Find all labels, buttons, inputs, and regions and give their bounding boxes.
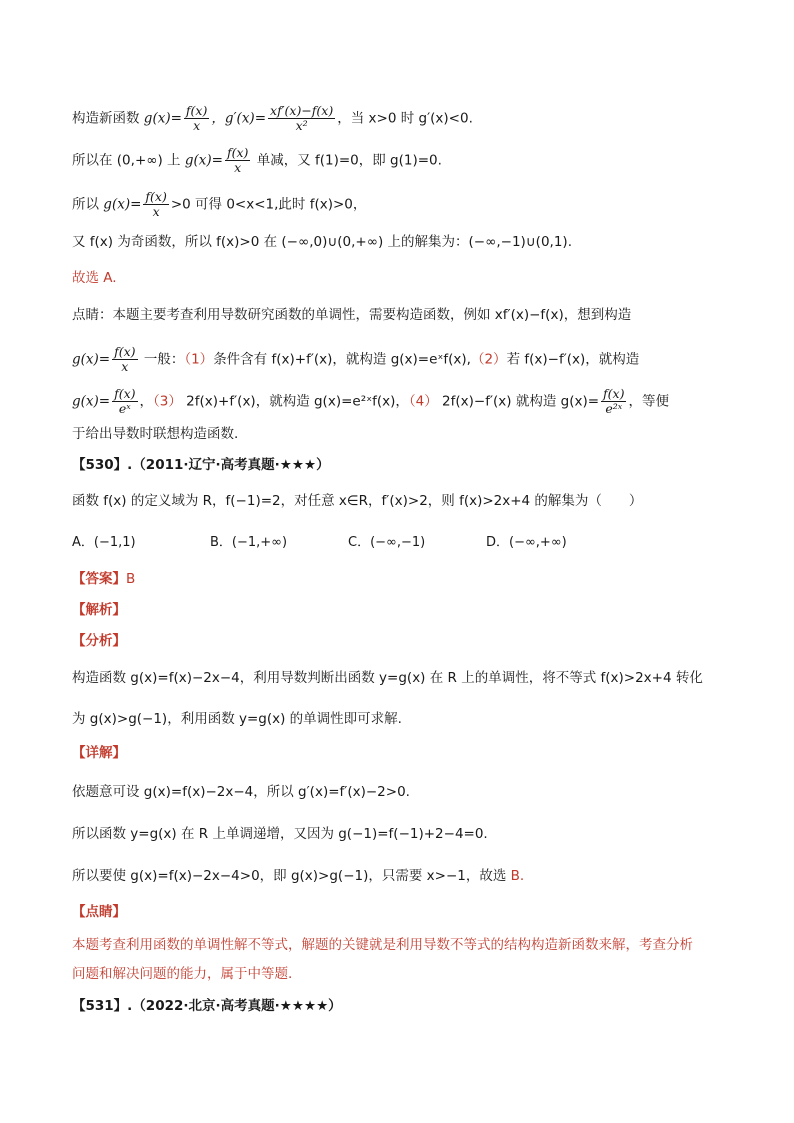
option-c: C．(−∞,−1) xyxy=(348,535,426,550)
fraction: $\frac{f(x)}{x}$ xyxy=(185,103,208,133)
fraction: $\frac{f(x)}{\text{e²ˣ}}$ xyxy=(603,386,625,416)
fraction: $\frac{xf'(x)-f(x)}{\text{x²}}$ xyxy=(270,103,334,133)
note-line-4: 于给出导数时联想构造函数. xyxy=(72,426,239,442)
dianjing-label: 【点睛】 xyxy=(72,904,126,920)
text: >0 可得 0<x<1,此时 f(x)>0， xyxy=(170,196,367,213)
note-line-3: g(x)= $\frac{f(x)}{\text{eˣ}}$ ，（3） 2f(x)+f′(x)，就构造 g(x)=e²ˣf(x)，（4） 2f(x)−f′(x) 就构造 g(x)= $\frac{f(x)}{\text{e²ˣ}}$ ，等便 xyxy=(72,386,669,416)
detail-label: 【详解】 xyxy=(72,745,126,761)
math: g(x)= xyxy=(143,110,182,127)
fenxi-line-1: 构造函数 g(x)=f(x)−2x−4，利用导数判断出函数 y=g(x) 在 R 上的单调性，将不等式 f(x)>2x+4 转化 xyxy=(72,670,703,686)
solution-line-2 xyxy=(72,146,732,175)
solution-line-4: 又 f(x) 为奇函数，所以 f(x)>0 在 (−∞,0)∪(0,+∞) 上的解集为：(−∞,−1)∪(0,1). xyxy=(72,234,572,250)
answer-line xyxy=(72,569,732,589)
math: ，g′(x)= xyxy=(211,110,267,127)
math: g(x)= xyxy=(103,196,142,213)
answer-label: 【答案】 xyxy=(72,571,126,587)
note-line-2: g(x)= $\frac{f(x)}{x}$ 一般：（1）条件含有 f(x)+f′(x)，就构造 g(x)=eˣf(x),（2）若 f(x)−f′(x)，就构造 xyxy=(72,344,640,374)
option-d: D．(−∞,+∞) xyxy=(486,535,567,550)
solution-line-3 xyxy=(72,190,732,219)
fenxi-label: 【分析】 xyxy=(72,633,126,649)
answer-value: B xyxy=(126,571,136,587)
solution-conclusion: 故选 A. xyxy=(72,270,117,286)
fraction: $\frac{f(x)}{\text{eˣ}}$ xyxy=(114,386,136,416)
option-a: A．(−1,1) xyxy=(72,535,136,550)
solution-line-1 xyxy=(72,104,732,133)
option-b: B．(−1,+∞) xyxy=(210,535,288,550)
note-line-1: 点睛：本题主要考查利用导数研究函数的单调性，需要构造函数，例如 xf′(x)−f(x)，想到构造 xyxy=(72,307,632,323)
text: ，当 x>0 时 g′(x)<0. xyxy=(337,110,473,127)
analysis-label: 【解析】 xyxy=(72,602,126,618)
fraction: $\frac{f(x)}{x}$ xyxy=(114,344,136,374)
dianjing-line-2: 问题和解决问题的能力，属于中等题. xyxy=(72,966,293,982)
text: 所以在 (0,+∞) 上 xyxy=(72,152,185,169)
question-530-header: 【530】.（2011·辽宁·高考真题·★★★） xyxy=(72,457,330,473)
dianjing-line-1: 本题考查利用函数的单调性解不等式，解题的关键就是利用导数不等式的结构构造新函数来解，考查分析 xyxy=(72,937,693,953)
detail-line-3: 所以要使 g(x)=f(x)−2x−4>0，即 g(x)>g(−1)，只需要 x>−1，故选 B. xyxy=(72,868,525,884)
text: 所以 xyxy=(72,196,104,213)
question-531-header: 【531】.（2022·北京·高考真题·★★★★） xyxy=(72,998,342,1014)
detail-line-1: 依题意可设 g(x)=f(x)−2x−4，所以 g′(x)=f′(x)−2>0. xyxy=(72,784,410,800)
text: 构造新函数 xyxy=(72,110,144,127)
fraction: $\frac{f(x)}{x}$ xyxy=(145,189,167,219)
question-530-stem: 函数 f(x) 的定义域为 R，f(−1)=2，对任意 x∈R，f′(x)>2，则 f(x)>2x+4 的解集为（ ） xyxy=(72,493,643,509)
text: 单减，又 f(1)=0，即 g(1)=0. xyxy=(252,152,442,169)
fraction: $\frac{f(x)}{x}$ xyxy=(226,145,249,175)
detail-line-2: 所以函数 y=g(x) 在 R 上单调递增，又因为 g(−1)=f(−1)+2−4=0. xyxy=(72,826,488,842)
fenxi-line-2: 为 g(x)>g(−1)，利用函数 y=g(x) 的单调性即可求解. xyxy=(72,711,402,727)
math: g(x)= xyxy=(184,152,223,169)
